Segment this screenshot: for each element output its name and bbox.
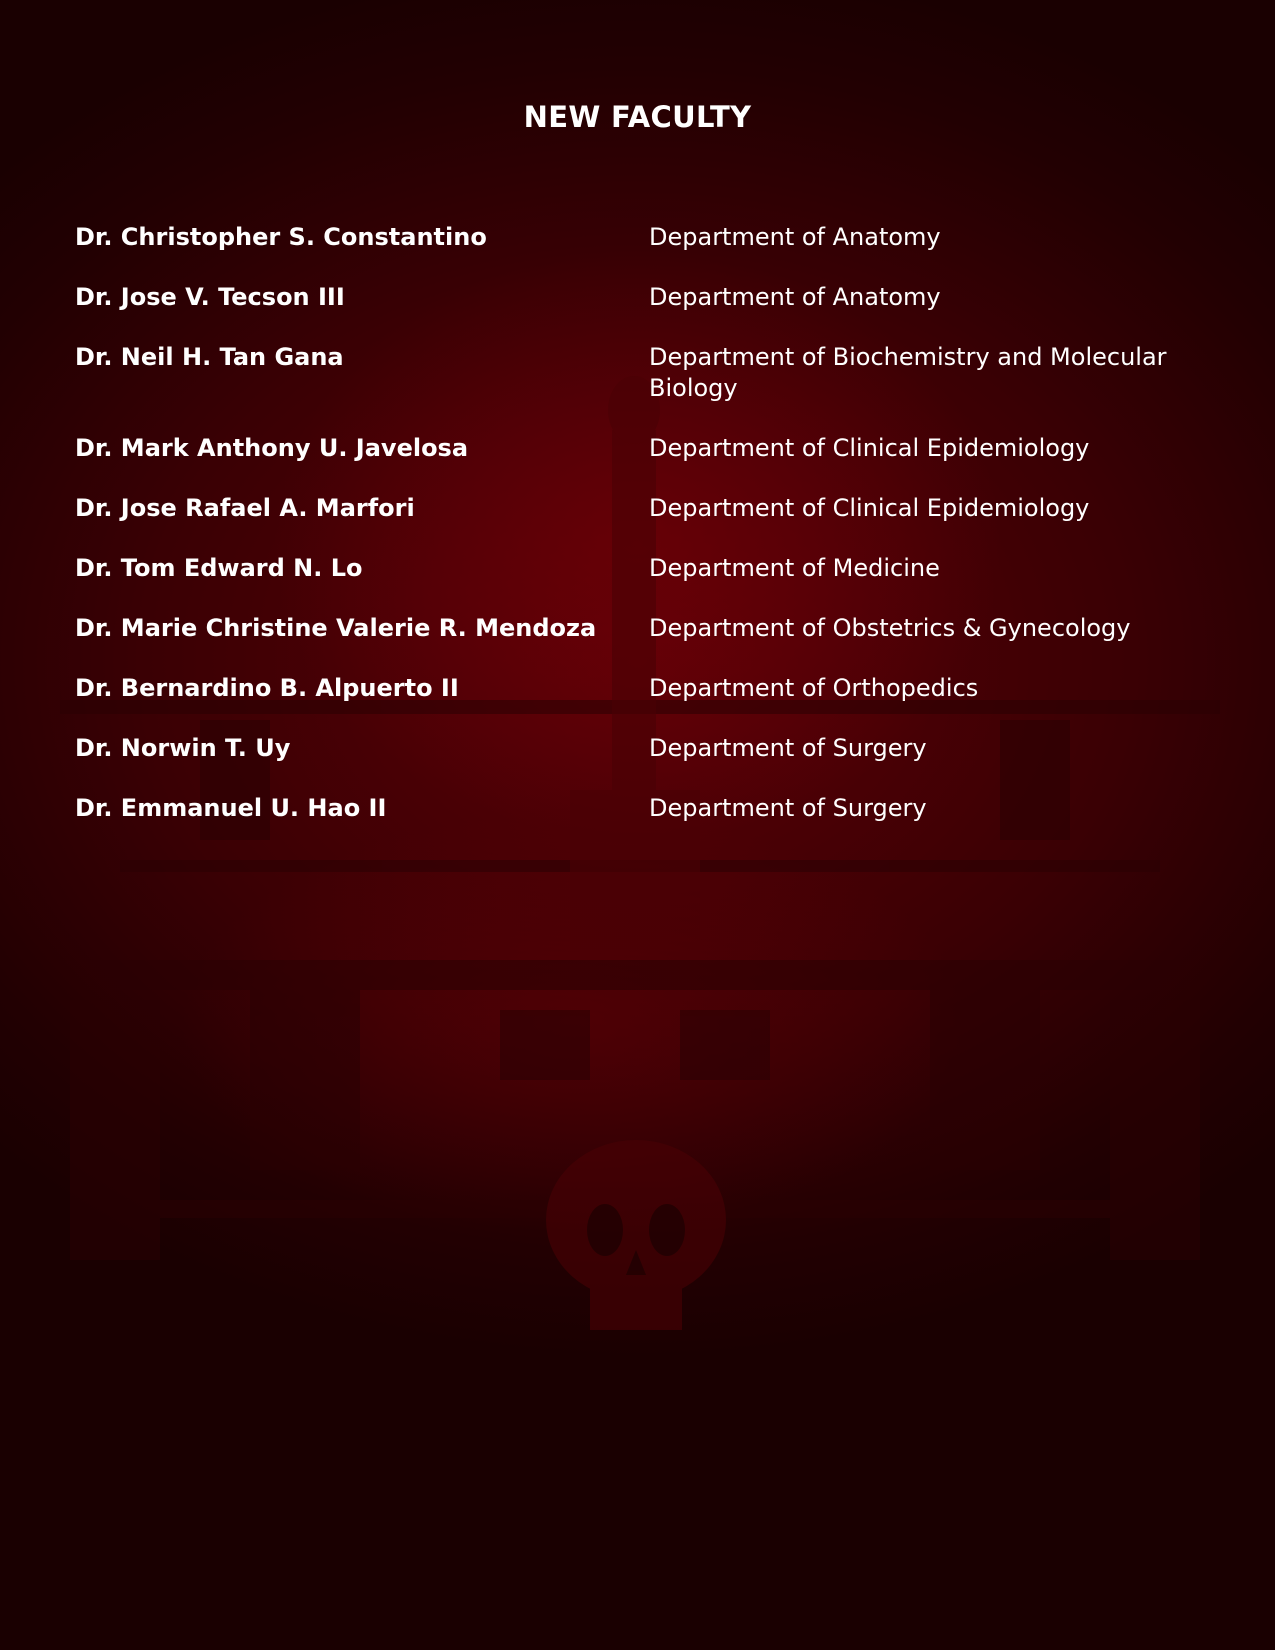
faculty-row bbox=[75, 613, 1205, 644]
faculty-row bbox=[75, 553, 1205, 584]
faculty-row bbox=[75, 793, 1205, 824]
faculty-name: Dr. Jose V. Tecson III bbox=[75, 283, 345, 311]
faculty-name: Dr. Marie Christine Valerie R. Mendoza bbox=[75, 614, 597, 642]
faculty-department: Department of Clinical Epidemiology bbox=[649, 434, 1090, 462]
faculty-row bbox=[75, 673, 1205, 704]
faculty-row bbox=[75, 433, 1205, 464]
faculty-department: Department of Obstetrics & Gynecology bbox=[649, 614, 1131, 642]
faculty-department: Department of Surgery bbox=[649, 794, 927, 822]
faculty-row bbox=[75, 282, 1205, 313]
faculty-row bbox=[75, 733, 1205, 764]
faculty-department: Department of Surgery bbox=[649, 734, 927, 762]
faculty-name: Dr. Jose Rafael A. Marfori bbox=[75, 494, 415, 522]
faculty-row bbox=[75, 222, 1205, 253]
faculty-name: Dr. Norwin T. Uy bbox=[75, 734, 291, 762]
faculty-row bbox=[75, 493, 1205, 524]
faculty-department: Department of Anatomy bbox=[649, 283, 941, 311]
faculty-name: Dr. Emmanuel U. Hao II bbox=[75, 794, 387, 822]
faculty-list bbox=[75, 222, 1205, 853]
faculty-name: Dr. Neil H. Tan Gana bbox=[75, 343, 344, 371]
faculty-department: Department of Medicine bbox=[649, 554, 940, 582]
faculty-department: Department of Biochemistry and Molecular Biology bbox=[649, 343, 1167, 402]
faculty-name: Dr. Bernardino B. Alpuerto II bbox=[75, 674, 459, 702]
faculty-department: Department of Clinical Epidemiology bbox=[649, 494, 1090, 522]
faculty-name: Dr. Tom Edward N. Lo bbox=[75, 554, 363, 582]
faculty-department: Department of Orthopedics bbox=[649, 674, 979, 702]
faculty-department: Department of Anatomy bbox=[649, 223, 941, 251]
faculty-name: Dr. Christopher S. Constantino bbox=[75, 223, 487, 251]
page-title: NEW FACULTY bbox=[523, 100, 752, 134]
faculty-name: Dr. Mark Anthony U. Javelosa bbox=[75, 434, 469, 462]
faculty-row bbox=[75, 342, 1205, 404]
